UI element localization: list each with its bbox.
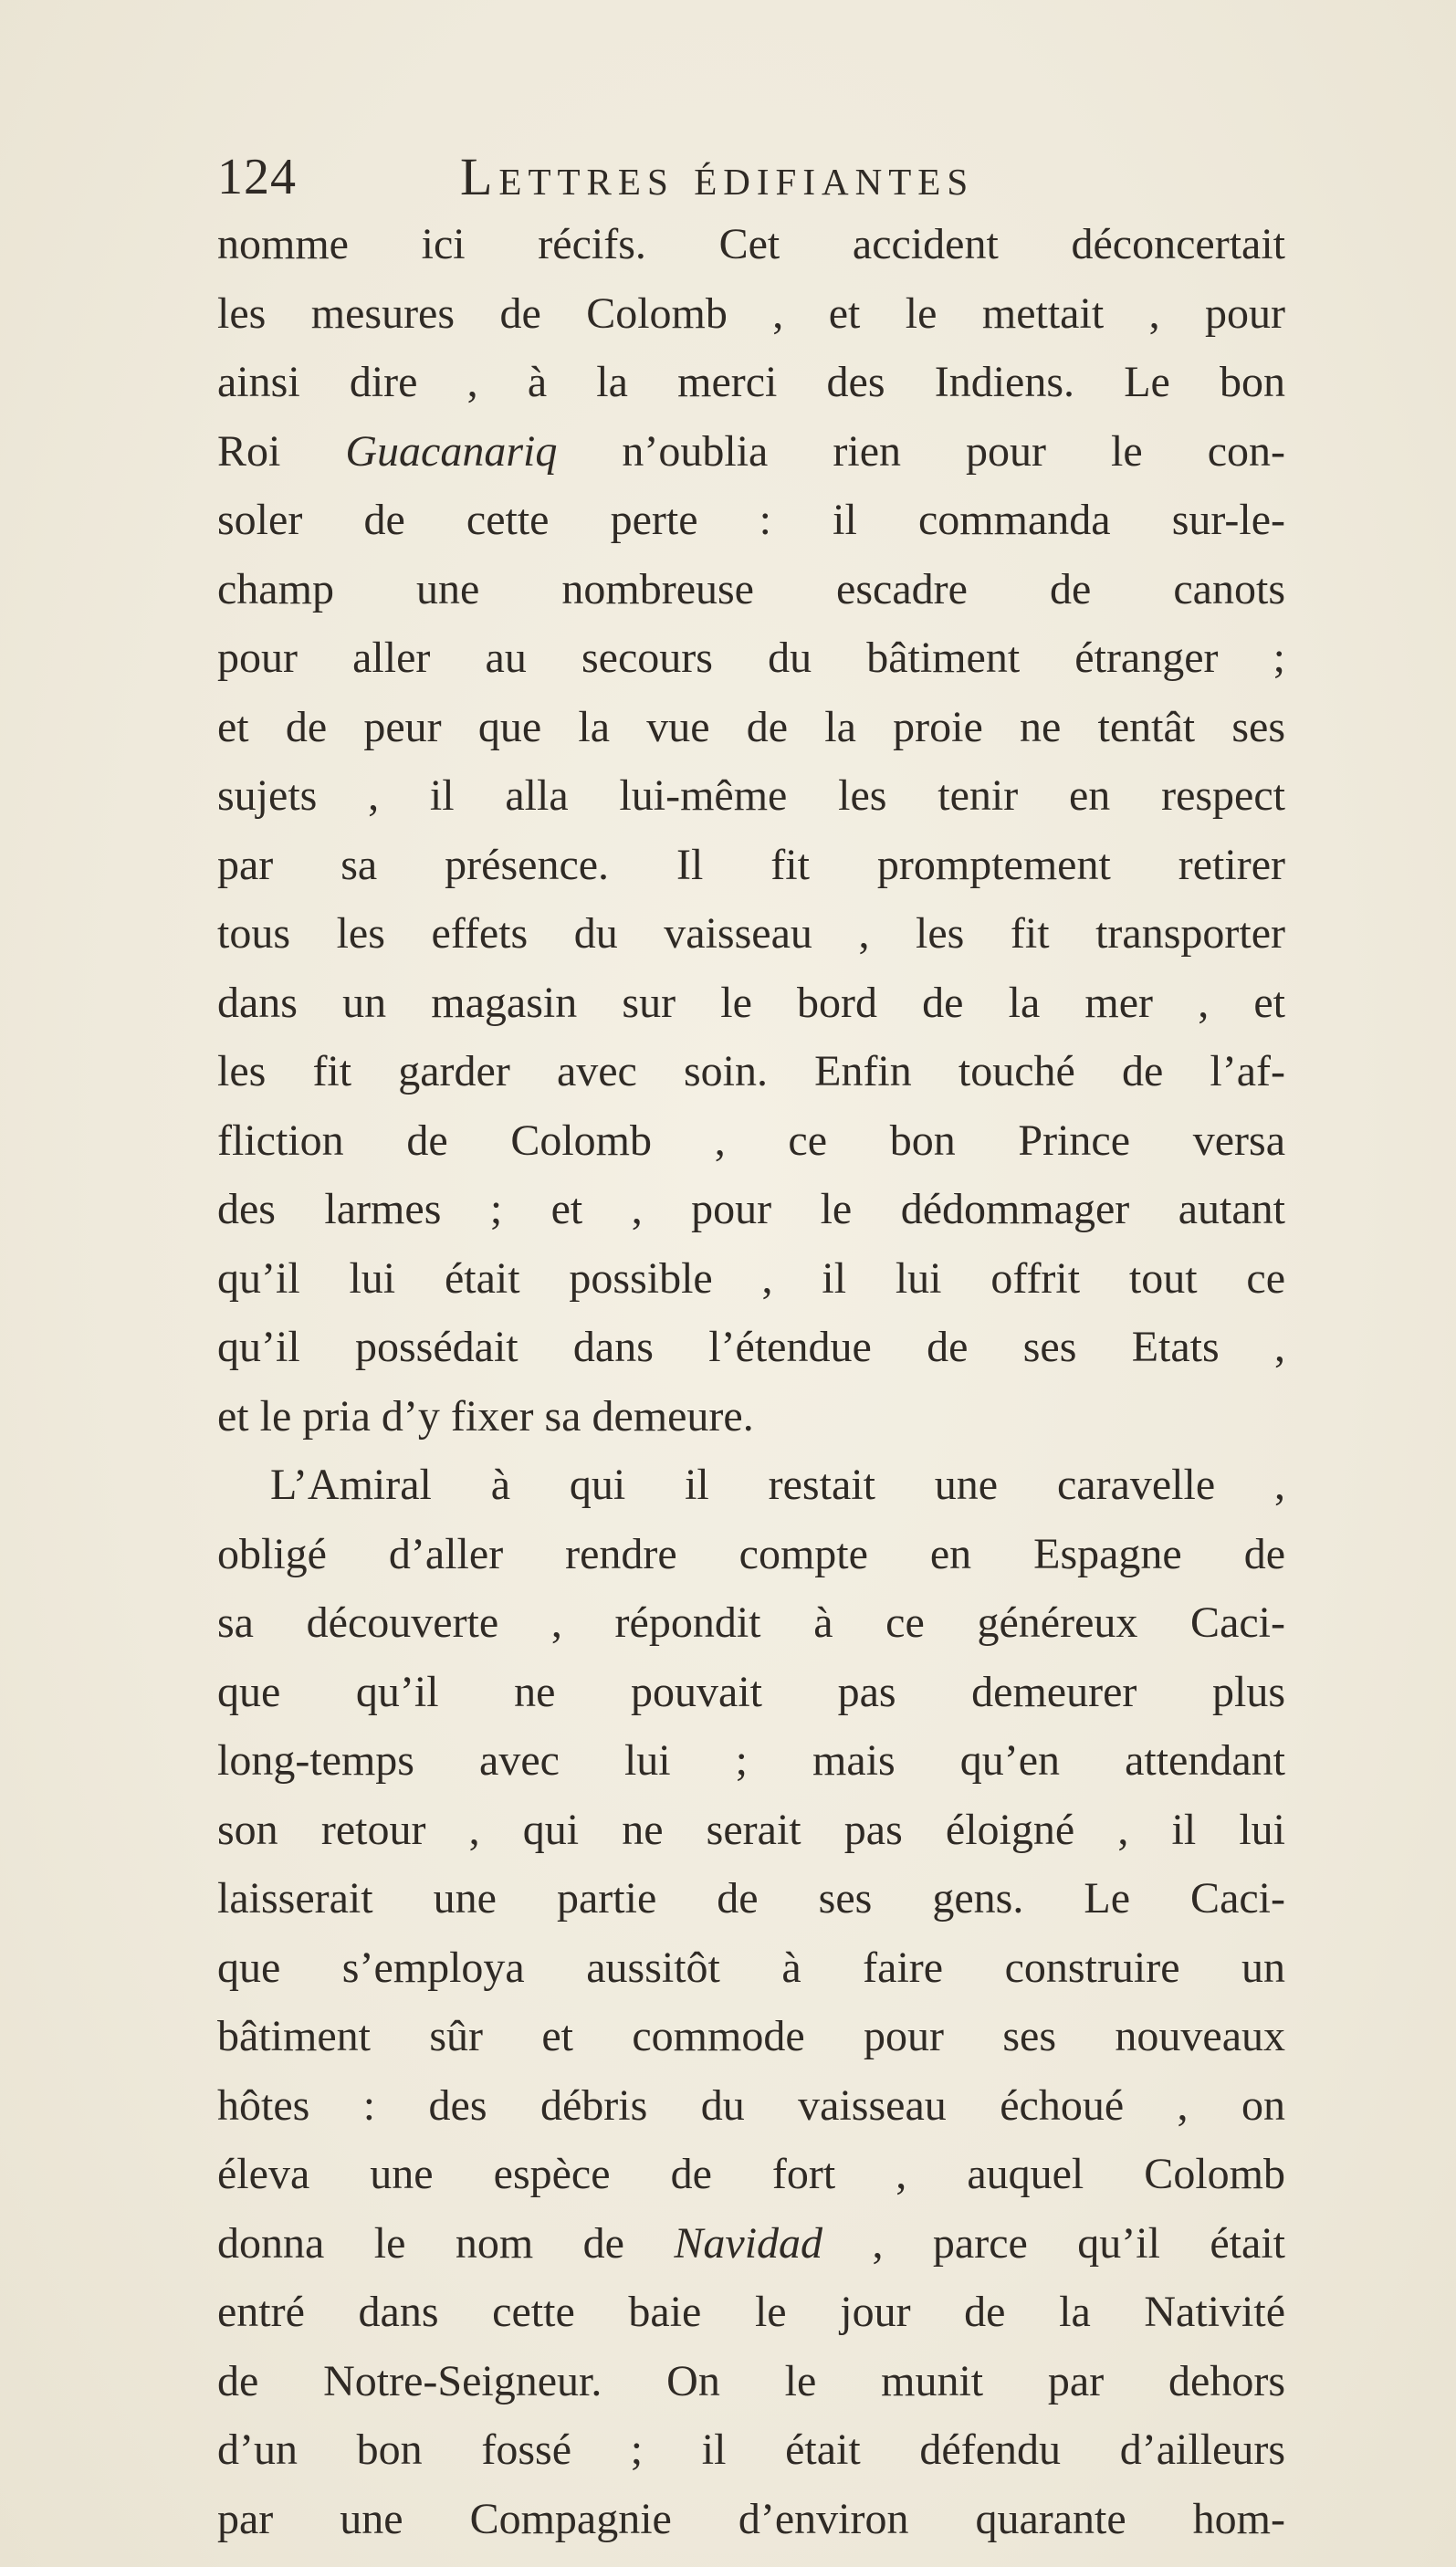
text-line: que s’employa aussitôt à faire construire un	[217, 1943, 1285, 1992]
text-fragment: n’oublia rien pour le con-	[557, 426, 1285, 476]
page-number: 124	[217, 149, 297, 205]
italic-name: Navidad	[674, 2218, 823, 2268]
text-fragment: donna le nom de	[217, 2218, 675, 2268]
text-line: obligé d’aller rendre compte en Espagne de	[217, 1529, 1285, 1578]
text-line: dans un magasin sur le bord de la mer , et	[217, 978, 1285, 1027]
text-fragment: Roi	[217, 426, 346, 476]
text-line: tous les effets du vaisseau , les fit transporter	[217, 909, 1285, 958]
text-line: éleva une espèce de fort , auquel Colomb	[217, 2150, 1285, 2198]
text-line: les mesures de Colomb , et le mettait , pour	[217, 288, 1285, 338]
text-line: son retour , qui ne serait pas éloigné , il lui	[217, 1805, 1285, 1854]
text-line: et le pria d’y fixer sa demeure.	[217, 1391, 754, 1441]
text-line: les fit garder avec soin. Enfin touché de l’af-	[217, 1047, 1285, 1095]
text-line: des larmes ; et , pour le dédommager autant	[217, 1185, 1285, 1233]
text-line: qu’il possédait dans l’étendue de ses Etats ,	[217, 1323, 1285, 1371]
text-line	[217, 417, 1285, 487]
text-line: ainsi dire , à la merci des Indiens. Le bon	[217, 358, 1285, 406]
text-line: pour aller au secours du bâtiment étranger ;	[217, 634, 1285, 682]
text-line: L’Amiral à qui il restait une caravelle ,	[270, 1461, 1285, 1509]
text-line: sujets , il alla lui-même les tenir en respect	[217, 771, 1285, 820]
italic-name: Guacanariq	[345, 426, 558, 476]
text-line: qu’il lui était possible , il lui offrit tout ce	[217, 1253, 1285, 1303]
text-block	[217, 144, 1285, 2553]
text-line: de Notre-Seigneur. On le munit par dehors	[217, 2356, 1285, 2405]
text-line: hôtes : des débris du vaisseau échoué , on	[217, 2080, 1285, 2130]
text-line: champ une nombreuse escadre de canots	[217, 564, 1285, 613]
running-title: Lettres édifiantes	[460, 147, 975, 206]
text-line: bâtiment sûr et commode pour ses nouveaux	[217, 2012, 1285, 2060]
text-line: soler de cette perte : il commanda sur-le-	[217, 496, 1285, 544]
text-line	[217, 2209, 1285, 2279]
text-fragment: , parce qu’il était	[822, 2218, 1285, 2268]
text-line: d’un bon fossé ; il était défendu d’ailleurs	[217, 2426, 1285, 2474]
text-line: entré dans cette baie le jour de la Nativité	[217, 2288, 1285, 2336]
text-line: et de peur que la vue de la proie ne tentât ses	[217, 702, 1285, 751]
text-line: par une Compagnie d’environ quarante hom-	[217, 2494, 1285, 2543]
text-line: nomme ici récifs. Cet accident déconcertait	[217, 220, 1285, 268]
text-line: que qu’il ne pouvait pas demeurer plus	[217, 1667, 1285, 1716]
text-line: long-temps avec lui ; mais qu’en attendant	[217, 1736, 1285, 1785]
text-line: sa découverte , répondit à ce généreux Caci-	[217, 1598, 1285, 1647]
text-line: par sa présence. Il fit promptement retirer	[217, 840, 1285, 889]
text-line: laisserait une partie de ses gens. Le Caci-	[217, 1874, 1285, 1923]
running-head	[217, 144, 1285, 210]
text-line: fliction de Colomb , ce bon Prince versa	[217, 1116, 1285, 1165]
